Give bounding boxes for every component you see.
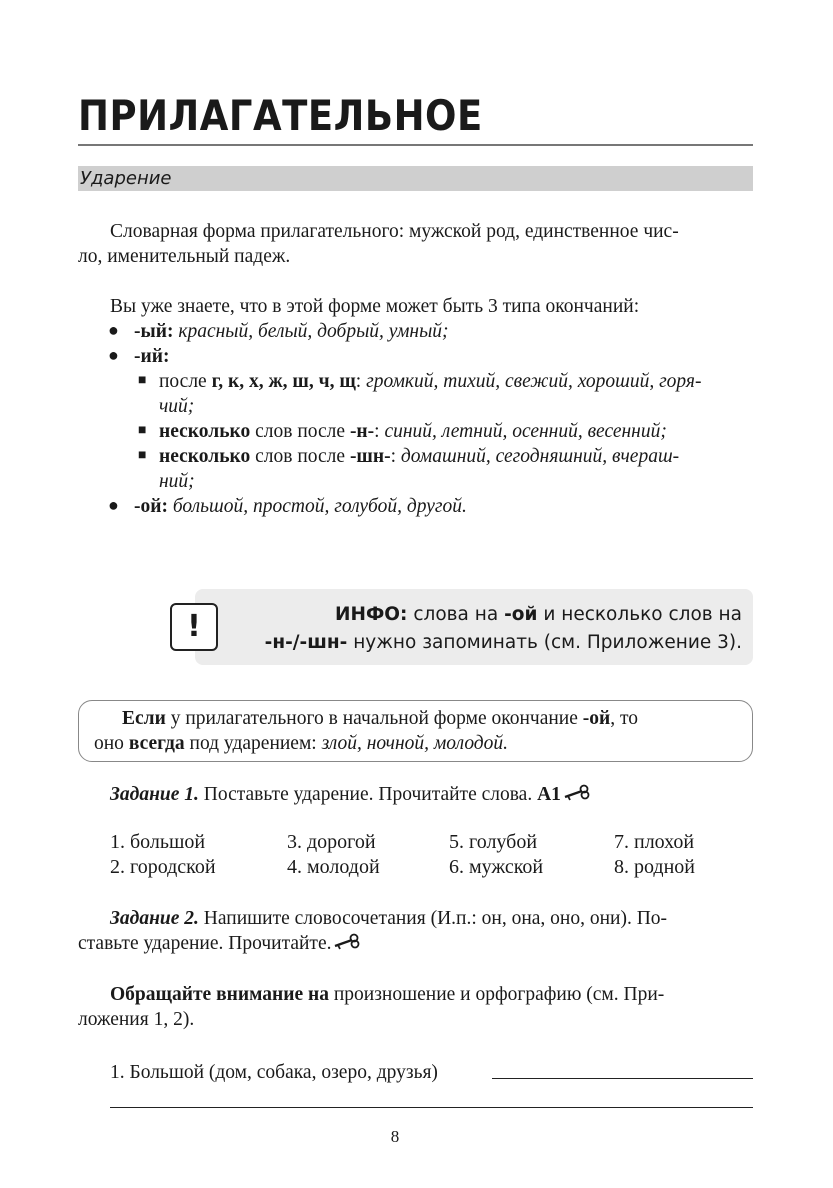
section-title: Ударение	[80, 168, 172, 189]
task-2-line-2: ставьте ударение. Прочитайте.	[78, 931, 361, 956]
attention-line-2: ложения 1, 2).	[78, 1009, 195, 1030]
info-label: ИНФО:	[335, 604, 408, 625]
sub-bullet-marker: ■	[138, 448, 147, 463]
example-words: домашний, сегодняшний, вчераш-	[400, 446, 680, 467]
sub-list-item-continuation: ний;	[159, 471, 195, 492]
list-item: 2. городской	[110, 856, 216, 878]
sub-list-item: после г, к, х, ж, ш, ч, щ: громкий, тихий, свежий, хороший, горя-	[159, 371, 702, 392]
letters: г, к, х, ж, ш, ч, щ	[211, 371, 356, 392]
example-words: злой, ночной, молодой.	[321, 733, 509, 754]
list-item	[134, 494, 467, 519]
ending-label: -ый:	[134, 321, 174, 342]
task-2-line-1: Задание 2. Напишите словосочетания (И.п.: он, она, оно, они). По-	[110, 908, 668, 929]
list-item: 7. плохой	[614, 831, 695, 853]
exercise-item: 1. Большой (дом, собака, озеро, друзья)	[110, 1062, 438, 1083]
exclamation-icon: !	[170, 603, 218, 651]
task-code: А1	[537, 784, 561, 805]
bullet-marker: ●	[108, 345, 119, 365]
list-item: 5. голубой	[449, 831, 538, 853]
intro-line-1: Словарная форма прилагательного: мужской род, единственное чис-	[110, 221, 679, 242]
task-label: Задание 1.	[110, 784, 199, 805]
attention-line-1: Обращайте внимание на произношение и орфографию (см. При-	[110, 984, 665, 1005]
example-words: синий, летний, осенний, весенний;	[384, 421, 667, 442]
page-title: ПРИЛАГАТЕЛЬНОЕ	[78, 92, 483, 141]
sub-bullet-marker: ■	[138, 423, 147, 438]
answer-line[interactable]	[110, 1107, 753, 1108]
info-text: ИНФО: слова на -ой и несколько слов на -н-/-шн- нужно запоминать (см. Приложение 3).	[264, 604, 742, 653]
sub-bullet-marker: ■	[138, 373, 147, 388]
example-words: громкий, тихий, свежий, хороший, горя-	[366, 371, 702, 392]
ending-label: -ий:	[134, 346, 170, 367]
rule-line-1: Если у прилагательного в начальной форме окончание -ой, то	[122, 708, 639, 729]
sub-list-item-continuation: чий;	[159, 396, 195, 417]
list-item	[134, 344, 169, 369]
list-item: 1. большой	[110, 831, 206, 853]
section-header-bar	[78, 166, 753, 191]
task-label: Задание 2.	[110, 908, 199, 929]
rule-line-2: оно всегда под ударением: злой, ночной, молодой.	[94, 733, 509, 754]
example-words: красный, белый, добрый, умный;	[178, 321, 449, 342]
sub-list-item: несколько слов после -н-: синий, летний, осенний, весенний;	[159, 421, 667, 442]
bullet-marker: ●	[108, 320, 119, 340]
answer-line[interactable]	[492, 1078, 753, 1079]
list-item: 6. мужской	[449, 856, 544, 878]
task-1-heading: Задание 1. Поставьте ударение. Прочитайте слова. А1	[110, 782, 591, 807]
endings-intro: Вы уже знаете, что в этой форме может быть 3 типа окончаний:	[110, 296, 640, 317]
list-item: 8. родной	[614, 856, 696, 878]
example-words: большой, простой, голубой, другой.	[172, 496, 467, 517]
sub-list-item: несколько слов после -шн-: домашний, сегодняшний, вчераш-	[159, 446, 680, 467]
list-item	[134, 319, 449, 344]
page-number: 8	[390, 1127, 400, 1146]
bullet-marker: ●	[108, 495, 119, 515]
key-icon	[333, 931, 361, 951]
list-item: 4. молодой	[287, 856, 380, 878]
key-icon	[563, 782, 591, 802]
title-divider	[78, 144, 753, 146]
intro-line-2: ло, именительный падеж.	[78, 246, 291, 267]
ending-label: -ой:	[134, 496, 168, 517]
list-item: 3. дорогой	[287, 831, 376, 853]
